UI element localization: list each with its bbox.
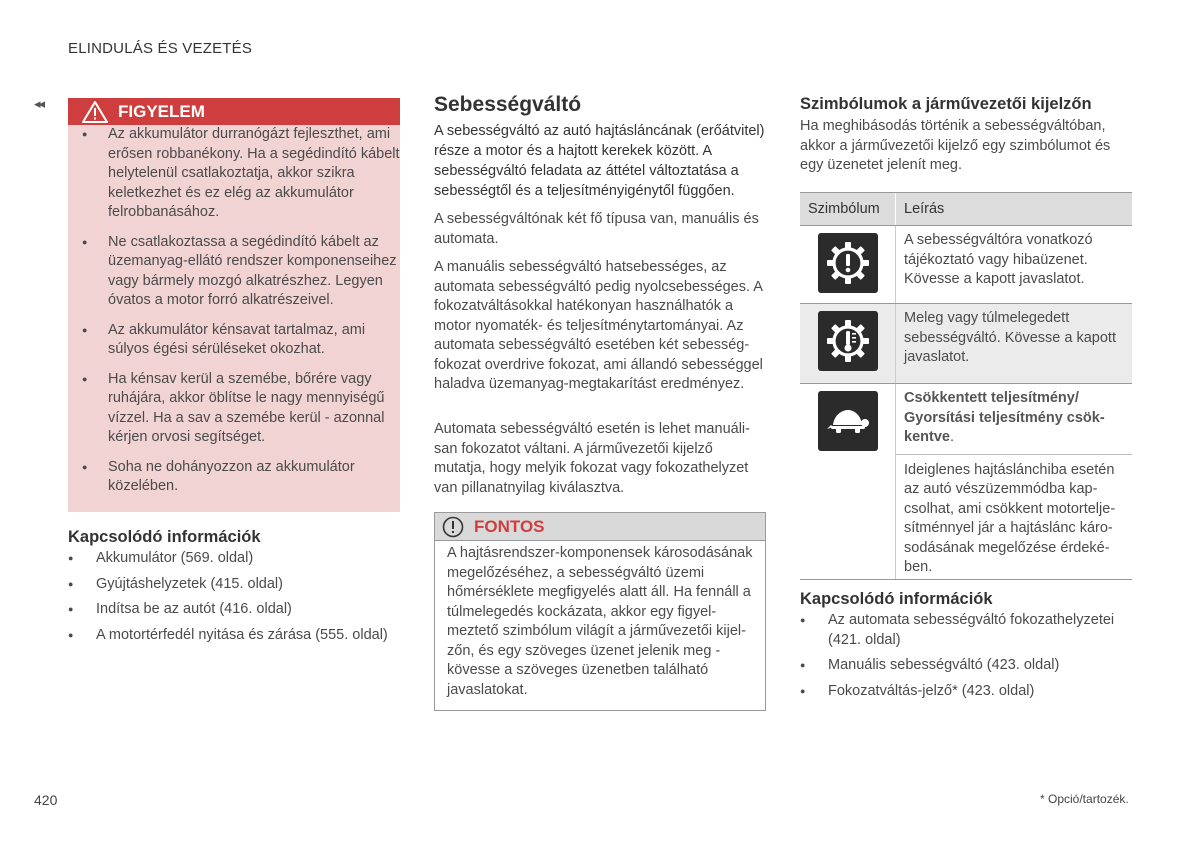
list-item: ● Ha kénsav kerül a szemébe, bőrére vagy ruhájára, akkor öblítse le nagy mennyiségű vízzel. Ha a sav a szemébe kerül - azonnal kérjen orvosi segítséget. bbox=[68, 370, 400, 448]
warning-box bbox=[68, 98, 400, 512]
symbol-description-bold: Csökkentett teljesítmény/ Gyorsítási teljesítmény csökkentve bbox=[904, 390, 1105, 445]
right-related-section bbox=[800, 590, 1132, 707]
gearbox-fault-icon bbox=[818, 233, 878, 293]
table-header bbox=[800, 192, 1132, 226]
list-item: ● Ne csatlakoztassa a segédindító kábelt az üzemanyag-ellátó rendszer komponenseihez vagy bármely mozgó alkatrészhez. Legyen óvatos a motor forró alkatrészeivel. bbox=[68, 233, 400, 311]
back-arrows-icon[interactable]: ◂◂ bbox=[34, 96, 44, 111]
warning-title: FIGYELEM bbox=[118, 101, 205, 121]
list-item: ● Az akkumulátor durranógázt fejleszthet, ami erősen robbanékony. Ha a segédindító kábelt helytelenül csatlakoztatja, akkor szikra keletkezhet és ez elég az akkumulátor felrobbanásához. bbox=[68, 125, 400, 223]
table-row bbox=[800, 226, 1132, 304]
warning-header bbox=[68, 98, 400, 125]
symbol-description: A sebességváltóra vonatkozó tájékoztató vagy hibaüzenet. Kövesse a kapott javaslatot. bbox=[904, 232, 1093, 287]
paragraph: A manuális sebességváltó hatsebességes, az automata sebességváltó pedig nyolcsebességes. A fokozatváltásokkal hatékonyan használhatók a motor nyomaték- és teljesítménytartományai. Az automata sebességváltó esetében két sebességfokozat overdrive fokozat, ami állandó sebességgel haladva üzemanyag-megtakarítást eredményez. bbox=[434, 259, 763, 392]
paragraph: Automata sebességváltó esetén is lehet manuálisan fokozatot váltani. A járművezetői kijelző mutatja, hogy melyik fokozat vagy fokozathelyzet van pillanatnyilag kiválasztva. bbox=[434, 421, 750, 496]
page-number: 420 bbox=[34, 792, 58, 808]
related-list bbox=[68, 549, 400, 645]
related-link[interactable]: ● Indítsa be az autót (416. oldal) bbox=[68, 600, 400, 620]
list-item: ● Az akkumulátor kénsavat tartalmaz, ami súlyos égési sérüléseket okozhat. bbox=[68, 321, 400, 360]
important-box bbox=[434, 512, 766, 711]
important-header bbox=[435, 513, 765, 541]
chapter-title: ELINDULÁS ÉS VEZETÉS bbox=[68, 40, 253, 57]
section-intro: A sebességváltó az autó hajtásláncának (erőátvitel) része a motor és a hajtott kerekek között. A sebességváltó feladata az áttétel változtatása a sebességtől és a teljesítményigénytől függően. bbox=[434, 123, 765, 199]
symbol-cell bbox=[800, 304, 896, 383]
left-related-section bbox=[68, 528, 400, 651]
column-header-symbol: Szimbólum bbox=[800, 193, 896, 225]
related-link[interactable]: ● Manuális sebességváltó (423. oldal) bbox=[800, 656, 1132, 676]
important-text: A hajtásrendszer-komponensek károsodásának megelőzéséhez, a sebességváltó üzemi hőmérséklete megfigyelés alatt áll. Ha fennáll a túlmelegedés kockázata, akkor egy figyelmeztető szimbólum világít a járművezetői kijelzőn, és egy szöveges üzenet jelenik meg - kövesse a szöveges üzenetben található javaslatokat. bbox=[447, 545, 753, 698]
symbols-table bbox=[800, 192, 1132, 580]
symbols-title: Szimbólumok a járművezetői kijelzőn bbox=[800, 95, 1092, 113]
exclamation-circle-icon bbox=[442, 516, 464, 538]
table-row bbox=[800, 304, 1132, 384]
turtle-reduced-power-icon bbox=[818, 391, 878, 451]
section-title: Sebességváltó bbox=[434, 93, 582, 116]
symbol-description: Meleg vagy túlmelegedett sebességváltó. Kövesse a kapott javaslatot. bbox=[904, 310, 1116, 365]
list-item: ● Soha ne dohányozzon az akkumulátor közelében. bbox=[68, 458, 400, 497]
symbol-description: Ideiglenes hajtáslánchiba esetén az autó vészüzemmódba kapcsolhat, ami csökkent motorteljesítménnyel jár a hajtáslánc károsodásának megelőzése érdekében. bbox=[896, 454, 1132, 578]
footnote: * Opció/tartozék. bbox=[1040, 792, 1129, 806]
symbol-description-bold-suffix: . bbox=[949, 429, 954, 445]
paragraph: A sebességváltónak két fő típusa van, manuális és automata. bbox=[434, 211, 759, 247]
warning-triangle-icon bbox=[82, 101, 108, 123]
related-link[interactable]: ● Gyújtáshelyzetek (415. oldal) bbox=[68, 575, 400, 595]
related-heading: Kapcsolódó információk bbox=[68, 528, 261, 546]
symbols-intro: Ha meghibásodás történik a sebességváltóban, akkor a járművezetői kijelző egy szimbólumot és egy üzenetet jelenít meg. bbox=[800, 118, 1111, 173]
related-link[interactable]: ● Az automata sebességváltó fokozathelyzetei (421. oldal) bbox=[800, 611, 1132, 650]
related-link[interactable]: ● Akkumulátor (569. oldal) bbox=[68, 549, 400, 569]
symbol-cell bbox=[800, 226, 896, 303]
warning-list bbox=[68, 125, 400, 497]
symbol-description-cell bbox=[896, 384, 1132, 579]
related-heading: Kapcsolódó információk bbox=[800, 590, 993, 608]
gearbox-temperature-icon bbox=[818, 311, 878, 371]
table-row bbox=[800, 384, 1132, 580]
column-header-description: Leírás bbox=[904, 201, 945, 217]
related-link[interactable]: ● A motortérfedél nyitása és zárása (555. oldal) bbox=[68, 626, 400, 646]
symbol-cell bbox=[800, 384, 896, 579]
related-link[interactable]: ● Fokozatváltás-jelző* (423. oldal) bbox=[800, 682, 1132, 702]
related-list bbox=[800, 611, 1132, 701]
important-title: FONTOS bbox=[474, 516, 545, 536]
